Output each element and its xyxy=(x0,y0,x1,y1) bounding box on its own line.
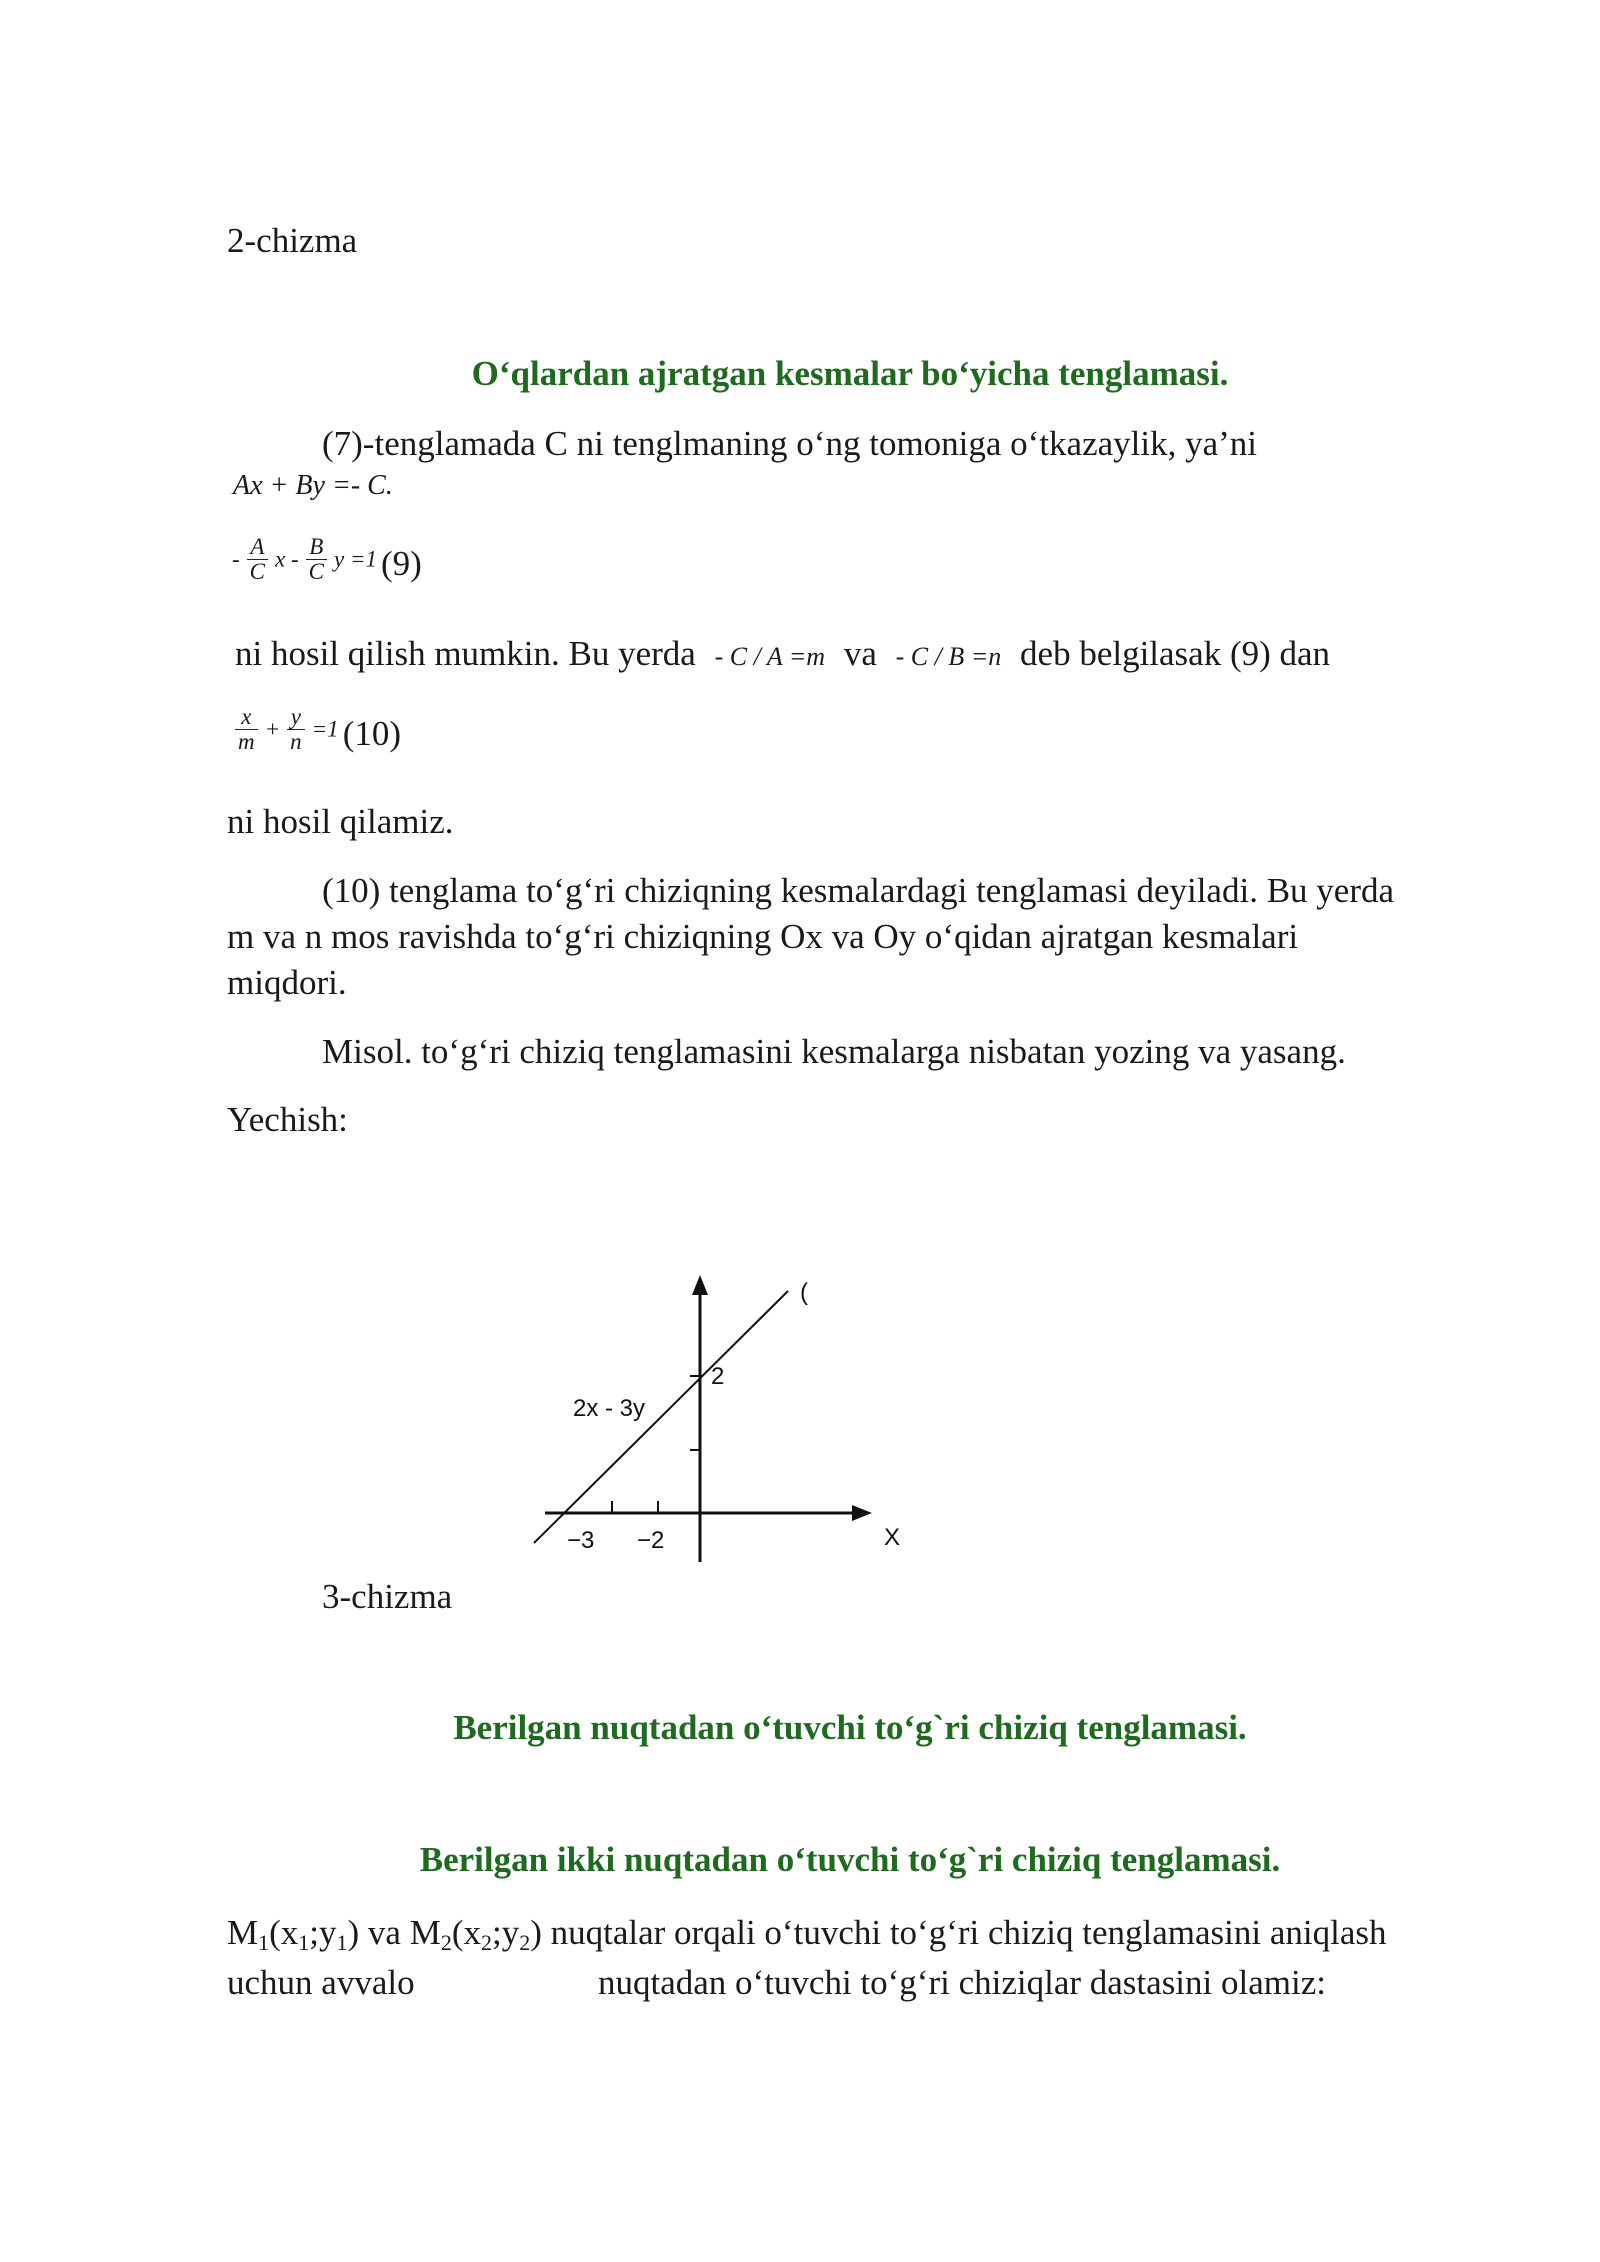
eq10-number: (10) xyxy=(342,714,401,753)
section-heading-two-points: Berilgan ikki nuqtadan o‘tuvchi to‘g`ri chiziq tenglamasi. xyxy=(419,1840,1281,1879)
paragraph-two-points-line2a: uchun avvalo xyxy=(227,1963,415,2002)
para2-math-n: - C / B =n xyxy=(895,642,1002,671)
m1-y-subscript: 1 xyxy=(336,1930,348,1955)
eq9-minus: - xyxy=(232,546,240,572)
eq9-frac1-denominator: C xyxy=(249,558,266,584)
x-tick-label-minus3: −3 xyxy=(567,1527,595,1554)
paragraph-solution-label: Yechish: xyxy=(227,1100,348,1139)
eq9-var-y: y =1 xyxy=(333,546,377,572)
eq9-var-x: x - xyxy=(275,546,299,572)
m2-coords-y: ;y xyxy=(491,1913,520,1952)
paragraph-two-points-rest: ) nuqtalar orqali o‘tuvchi to‘g‘ri chiziq tenglamasini aniqlash xyxy=(530,1913,1387,1952)
eq10-frac1-denominator: m xyxy=(238,728,255,754)
section-heading-point-line: Berilgan nuqtadan o‘tuvchi to‘g`ri chiziq tenglamasi. xyxy=(453,1708,1247,1747)
point-m1-letter: M xyxy=(227,1913,259,1952)
y-tick-label-2: 2 xyxy=(711,1363,725,1390)
eq10-frac2-numerator: y xyxy=(287,705,305,730)
paragraph-two-points-line2b: nuqtadan o‘tuvchi to‘g‘ri chiziqlar dastasini olamiz: xyxy=(598,1963,1326,2002)
figure-caption-3: 3-chizma xyxy=(322,1577,453,1616)
paragraph-two-points-line1 xyxy=(227,1910,1387,1956)
section-heading-intercepts: O‘qlardan ajratgan kesmalar bo‘yicha tenglamasi. xyxy=(471,354,1229,393)
eq9-number: (9) xyxy=(380,544,422,583)
point-m2-subscript: 2 xyxy=(440,1930,452,1955)
para2-text-b: deb belgilasak (9) dan xyxy=(1020,634,1331,673)
m2-x-subscript: 2 xyxy=(480,1930,492,1955)
paragraph-definition-line1: (10) tenglama to‘g‘ri chiziqning kesmalardagi tenglamasi deyiladi. Bu yerda xyxy=(322,871,1395,910)
m1-x-subscript: 1 xyxy=(298,1930,310,1955)
paragraph-result: ni hosil qilamiz. xyxy=(227,802,454,841)
eq9-frac2-numerator: B xyxy=(306,535,327,560)
m2-y-subscript: 2 xyxy=(519,1930,531,1955)
x-tick-label-minus2: −2 xyxy=(637,1527,665,1554)
m1-close-m2-letter: ) va M xyxy=(347,1913,441,1952)
x-axis-arrow xyxy=(852,1505,872,1521)
eq10-rhs: =1 xyxy=(311,716,339,742)
line-equation-label: 2x - 3y xyxy=(573,1395,646,1422)
x-axis-label: X xyxy=(884,1524,901,1551)
point-m1-subscript: 1 xyxy=(258,1930,270,1955)
eq10-plus: + xyxy=(264,716,281,742)
para2-text-va: va xyxy=(843,634,877,673)
eq10-frac2-denominator: n xyxy=(290,728,302,754)
para2-math-m: - C / A =m xyxy=(714,642,826,671)
eq9-frac1-numerator: A xyxy=(247,535,268,560)
paragraph-definition-line3: miqdori. xyxy=(227,963,347,1002)
m1-coords-y: ;y xyxy=(309,1913,337,1952)
eq9-frac2-denominator: C xyxy=(308,558,324,584)
paragraph-definition-line2: m va n mos ravishda to‘g‘ri chiziqning Ox va Oy o‘qidan ajratgan kesmalari xyxy=(227,917,1299,956)
paragraph-transfer-c: (7)-tenglamada C ni tenglmaning o‘ng tomoniga o‘tkazaylik, ya’ni xyxy=(322,424,1258,463)
paren-label: ( xyxy=(800,1279,808,1306)
m1-coords-x: (x xyxy=(269,1913,299,1952)
eq10-frac1-numerator: x xyxy=(235,705,258,730)
equation-general: Ax + By =- C. xyxy=(233,470,393,501)
m2-coords-x: (x xyxy=(451,1913,481,1952)
y-axis-arrow xyxy=(692,1275,708,1295)
figure-caption-2: 2-chizma xyxy=(227,221,358,260)
para2-text-a: ni hosil qilish mumkin. Bu yerda xyxy=(235,634,696,673)
paragraph-example: Misol. to‘g‘ri chiziq tenglamasini kesmalarga nisbatan yozing va yasang. xyxy=(322,1032,1346,1071)
